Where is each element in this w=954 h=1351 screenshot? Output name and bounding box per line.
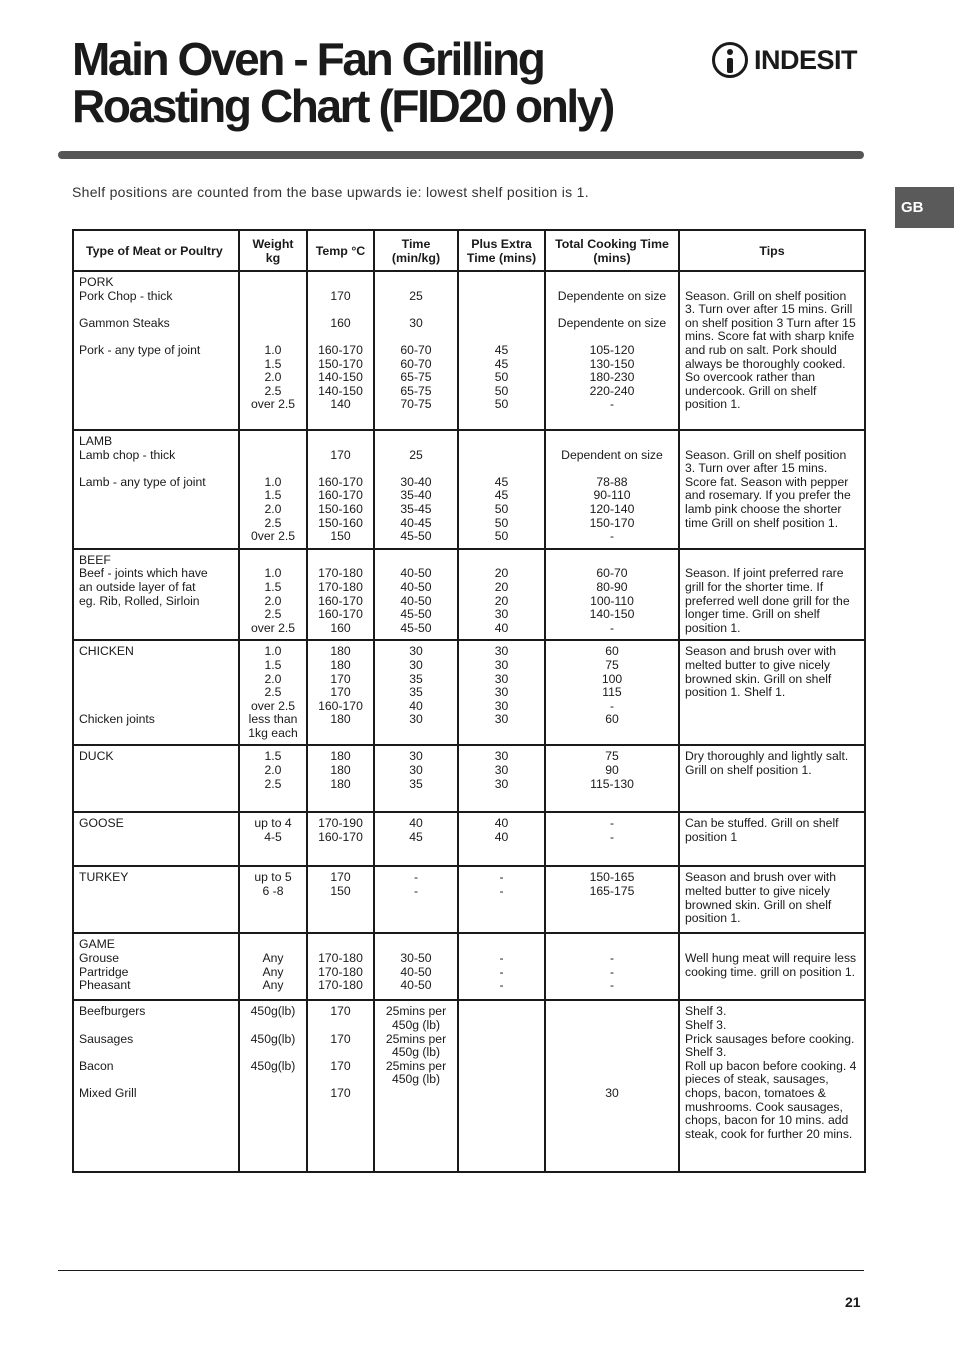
cell-temp: 170 160 160-170 150-170 140-150 140-150 140 (307, 271, 374, 430)
cell-weight: Any Any Any (239, 933, 307, 1000)
cell-temp: 170 160-170 160-170 150-160 150-160 150 (307, 430, 374, 549)
cell-weight: up to 5 6 -8 (239, 866, 307, 933)
header-row (73, 230, 865, 271)
header-rule (58, 151, 864, 159)
col-header-temp: Temp °C (307, 230, 374, 271)
cell-meat: PORK Pork Chop - thick Gammon Steaks Pork - any type of joint (73, 271, 239, 430)
cell-time: 30-50 40-50 40-50 (374, 933, 458, 1000)
cell-extra-time: - - - (458, 933, 545, 1000)
cell-temp: 170-180 170-180 170-180 (307, 933, 374, 1000)
indesit-logo (712, 38, 857, 82)
cell-meat: CHICKEN Chicken joints (73, 640, 239, 745)
cell-tips: Season and brush over with melted butter to give nicely browned skin. Grill on shelf position 1. (679, 866, 865, 933)
cell-total-time: 30 (545, 1000, 679, 1172)
cell-meat: Beefburgers Sausages Bacon Mixed Grill (73, 1000, 239, 1172)
page-title (72, 33, 613, 132)
cell-weight: up to 4 4-5 (239, 812, 307, 866)
col-header-weight: Weight kg (239, 230, 307, 271)
cell-total-time: 60-70 80-90 100-110 140-150 - (545, 549, 679, 641)
cell-tips: Dry thoroughly and lightly salt. Grill on shelf position 1. (679, 745, 865, 812)
cell-extra-time: 45 45 50 50 50 (458, 271, 545, 430)
cell-temp: 170-190 160-170 (307, 812, 374, 866)
cell-weight: 1.0 1.5 2.0 2.5 over 2.5 less than 1kg each (239, 640, 307, 745)
cell-tips: Well hung meat will require less cooking time. grill on position 1. (679, 933, 865, 1000)
cell-extra-time (458, 1000, 545, 1172)
brand-wordmark: INDESIT (754, 44, 858, 75)
cell-total-time: - - - (545, 933, 679, 1000)
cell-extra-time: 30 30 30 30 30 30 (458, 640, 545, 745)
table-row-goose (73, 812, 865, 866)
cell-temp: 170 170 170 170 (307, 1000, 374, 1172)
cell-extra-time: 30 30 30 (458, 745, 545, 812)
cell-temp: 170 150 (307, 866, 374, 933)
cell-time: 25 30-40 35-40 35-45 40-45 45-50 (374, 430, 458, 549)
cell-weight: 1.0 1.5 2.0 2.5 over 2.5 (239, 271, 307, 430)
language-tab-gb: GB (895, 187, 954, 228)
cell-weight: 450g(lb) 450g(lb) 450g(lb) (239, 1000, 307, 1172)
cell-extra-time: 40 40 (458, 812, 545, 866)
table-row-lamb (73, 430, 865, 549)
cell-tips: Can be stuffed. Grill on shelf position 1 (679, 812, 865, 866)
cell-time: 30 30 35 35 40 30 (374, 640, 458, 745)
table-row-beef (73, 549, 865, 641)
cell-time: - - (374, 866, 458, 933)
cell-total-time: 60 75 100 115 - 60 (545, 640, 679, 745)
cell-extra-time: 45 45 50 50 50 (458, 430, 545, 549)
cell-total-time: 75 90 115-130 (545, 745, 679, 812)
cell-tips: Shelf 3. Shelf 3. Prick sausages before cooking. Shelf 3. Roll up bacon before cooking. 4 pieces of steak, sausages, chops, bacon, tomatoes & mushrooms. Cook sausages, chops, bacon for 10 mins. add steak, cook for further 20 mins. (679, 1000, 865, 1172)
cell-total-time: - - (545, 812, 679, 866)
table-row-chicken (73, 640, 865, 745)
page-number: 21 (845, 1294, 861, 1310)
cell-meat: TURKEY (73, 866, 239, 933)
col-header-tips: Tips (679, 230, 865, 271)
col-header-meat: Type of Meat or Poultry (73, 230, 239, 271)
footer-rule (58, 1270, 864, 1271)
intro-text: Shelf positions are counted from the base upwards ie: lowest shelf position is 1. (72, 184, 589, 200)
cell-meat: GAME Grouse Partridge Pheasant (73, 933, 239, 1000)
cell-temp: 170-180 170-180 160-170 160-170 160 (307, 549, 374, 641)
cell-total-time: 150-165 165-175 (545, 866, 679, 933)
cell-meat: GOOSE (73, 812, 239, 866)
table-row-duck (73, 745, 865, 812)
cell-tips: Season. Grill on shelf position 3. Turn over after 15 mins. Score fat. Season with pepper and rosemary. If you prefer the lamb pink choose the shorter time Grill on shelf position 1. (679, 430, 865, 549)
cell-time: 30 30 35 (374, 745, 458, 812)
col-header-total-time: Total Cooking Time (mins) (545, 230, 679, 271)
cell-temp: 180 180 170 170 160-170 180 (307, 640, 374, 745)
cell-weight: 1.0 1.5 2.0 2.5 0ver 2.5 (239, 430, 307, 549)
table-row-turkey (73, 866, 865, 933)
cell-weight: 1.5 2.0 2.5 (239, 745, 307, 812)
cell-time: 25 30 60-70 60-70 65-75 65-75 70-75 (374, 271, 458, 430)
cell-tips: Season and brush over with melted butter to give nicely browned skin. Grill on shelf position 1. Shelf 1. (679, 640, 865, 745)
roasting-chart-table (72, 229, 866, 1173)
cell-time: 40-50 40-50 40-50 45-50 45-50 (374, 549, 458, 641)
table-row-game (73, 933, 865, 1000)
cell-weight: 1.0 1.5 2.0 2.5 over 2.5 (239, 549, 307, 641)
cell-meat: LAMB Lamb chop - thick Lamb - any type of joint (73, 430, 239, 549)
title-line-2: Roasting Chart (FID20 only) (72, 80, 613, 132)
table-row-grill (73, 1000, 865, 1172)
cell-meat: BEEF Beef - joints which have an outside layer of fat eg. Rib, Rolled, Sirloin (73, 549, 239, 641)
cell-time: 40 45 (374, 812, 458, 866)
cell-tips: Season. If joint preferred rare grill for the shorter time. If preferred well done grill for the longer time. Grill on shelf position 1. (679, 549, 865, 641)
cell-extra-time: 20 20 20 30 40 (458, 549, 545, 641)
indesit-i-icon (712, 42, 748, 78)
cell-tips: Season. Grill on shelf position 3. Turn over after 15 mins. Grill on shelf position 3 Turn after 15 mins. Score fat with sharp knife and rub on salt. Pork should always be thoroughly cooked. So overcook rather than undercook. Grill on shelf position 1. (679, 271, 865, 430)
cell-extra-time: - - (458, 866, 545, 933)
cell-total-time: Dependente on size Dependente on size 105-120 130-150 180-230 220-240 - (545, 271, 679, 430)
col-header-extra-time: Plus Extra Time (mins) (458, 230, 545, 271)
title-line-1: Main Oven - Fan Grilling (72, 33, 544, 85)
cell-time: 25mins per 450g (lb) 25mins per 450g (lb) 25mins per 450g (lb) (374, 1000, 458, 1172)
cell-temp: 180 180 180 (307, 745, 374, 812)
cell-meat: DUCK (73, 745, 239, 812)
table-row-pork (73, 271, 865, 430)
cell-total-time: Dependent on size 78-88 90-110 120-140 150-170 - (545, 430, 679, 549)
col-header-time: Time (min/kg) (374, 230, 458, 271)
